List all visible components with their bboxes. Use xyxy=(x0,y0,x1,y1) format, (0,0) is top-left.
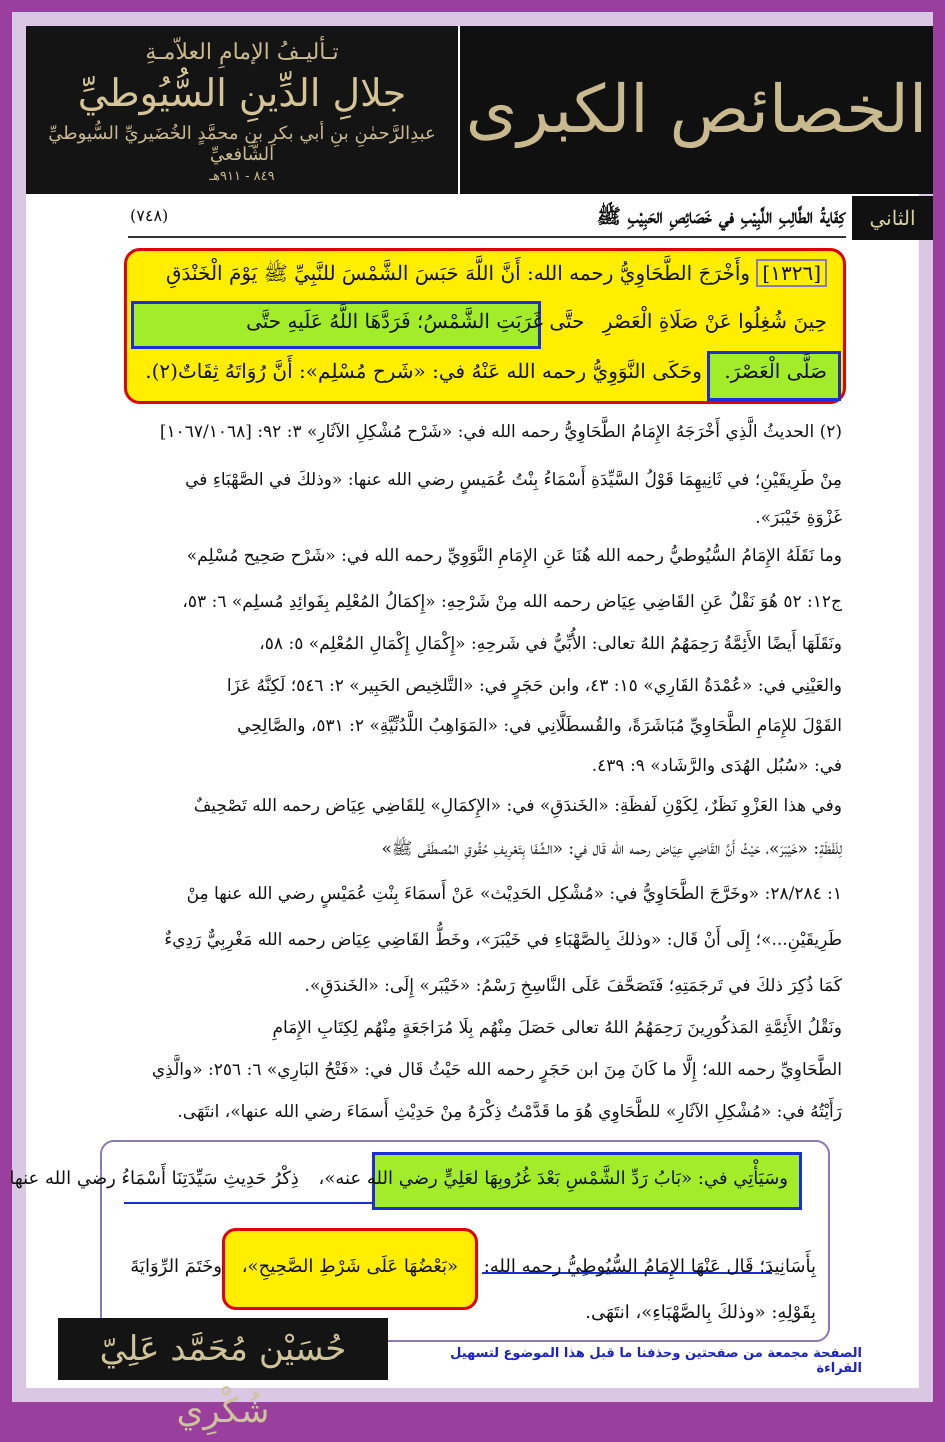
footnote-line: الطَّحَاوِيِّ رحمه الله؛ إِلَّا ما كَانَ مِنَ ابن حَجَرٍ رحمه الله حَيْثُ قَال في: «فَتْحُ البَارِي» ٦: ٢٥٦: «والَّذِي xyxy=(151,1060,842,1080)
closing-line-1 xyxy=(9,1168,788,1189)
hadith-highlight-box xyxy=(124,248,846,404)
closing-box xyxy=(9,1140,830,1342)
running-header xyxy=(130,200,845,234)
footnote-line: طَرِيقَيْنِ...»؛ إِلَى أَنْ قَال: «وذلكَ بِالصَّهْبَاءِ في خَيْبَرَ»، وخَطُّ القَاضِي عِيَاض رحمه الله مَغْرِبِيٌّ رَدِيءٌ xyxy=(164,930,842,950)
hadith-line-3 xyxy=(145,359,827,383)
footnote-line: القَوْلَ للإِمَامِ الطَّحَاوِيِّ مُبَاشَرَةً، والقُسطَلَّانِي في: «المَوَاهِبُ اللَّدُنِّيَّةِ» ٢: ٥٣١، والصَّالِحِي xyxy=(237,716,842,736)
footnote-line: وما نَقَلَهُ الإِمَامُ السُّيُوطيُّ رحمه الله هُنَا عَنِ الإِمَامِ النَّوَوِيِّ رحمه الله في: «شَرْح صَحِيح مُسْلِم» xyxy=(186,546,842,566)
page-number: (٧٤٨) xyxy=(130,206,169,225)
header-divider xyxy=(128,236,846,238)
book-title-banner: الخصائص الكبرى xyxy=(460,26,933,194)
signature: حُسَيْن مُحَمَّد عَلِيّ شُكْرِي xyxy=(58,1318,388,1380)
footnote-line: وفي هذا العَزْوِ نَظَرٌ، لِكَوْنِ لَفظَةِ: «الخَندَقِ» في: «الإِكمَالِ» لِلقَاضِي عِيَاض رحمه الله تَصْحِيفٌ xyxy=(193,796,842,816)
hadith-line-2 xyxy=(246,309,827,333)
hadith-text-1: وأَخْرَجَ الطَّحَاوِيُّ رحمه الله: أَنَّ اللَّهَ حَبَسَ الشَّمْسَ للنَّبِيِّ ﷺ يَوْمَ الْخَنْدَقِ xyxy=(165,261,751,285)
hadith-text-3b: وحَكَى النَّوَوِيُّ رحمه الله عَنْهُ في: «شَرح مُسْلِم»: أَنَّ رُوَاتَهُ ثِقَاتٌ(٢). xyxy=(145,359,702,383)
footnote-line: مِنْ طَرِيقَيْنِ؛ في ثَانِيهِمَا قَوْلُ السَّيِّدَةِ أَسْمَاءُ بِنْتُ عُمَيسٍ رضي الله عنها: «وذلكَ في الصَّهْبَاءِ في xyxy=(185,470,842,490)
hadith-text-2a: حِينَ شُغِلُوا عَنْ صَلَاةِ الْعَصْرِ xyxy=(602,309,827,333)
author-name: جلالِ الدِّينِ السُّيُوطيِّ xyxy=(77,71,407,115)
closing-text-2c: وخَتَمَ الرِّوَايَةَ xyxy=(130,1256,223,1277)
hadith-text-2b: حتَّى غَرَبَتِ الشَّمْسُ؛ فَرَدَّهَا اللَّهُ عَلَيهِ حتَّى xyxy=(246,309,585,333)
author-banner xyxy=(26,26,458,194)
closing-text-1b: ذِكْرُ حَدِيثِ سَيِّدَتِنَا أَسْمَاءُ رضي الله عنها xyxy=(9,1168,299,1189)
author-dates: ٨٤٩ - ٩١١هـ xyxy=(209,169,275,184)
footnote-line: لِلَفْظَةِ: «خَيْبَرَ»، حَيْثُ أَنَّ القَاضِي عِيَاض رحمه الله قَال في: «الشِّفَا بِتَعْرِيفِ حُقُوقِ المُصطَفَى ﷺ» xyxy=(381,839,842,859)
footnote-line: غَزْوَةِ خَيْبَرَ». xyxy=(755,508,842,528)
footnote-line: ونَقَلَهَا أَيضًا الأَئِمَّةُ رَحِمَهُمُ اللهُ تعالى: الأُبِّيُّ في شَرحِهِ: «إِكْمَالِ إِكْمَالِ المُعْلِم» ٥: ٥٨، xyxy=(259,634,842,654)
footnote-line: والعَيْنِي في: «عُمْدَةُ القَارِي» ١٥: ٤٣، وابن حَجَرٍ في: «التَّلخِيص الحَبِير» ٢: ٥٤٦؛ لَكِنَّهُ عَزَا xyxy=(226,676,842,696)
footnote-line: في: «سُبُل الهُدَى والرَّشَاد» ٩: ٤٣٩. xyxy=(591,756,842,776)
closing-line-2 xyxy=(130,1256,816,1277)
running-title: كِفَايةُ الطَّالِبِ اللَّبِيْبِ في خَصَائِصِ الحَبِيْبِ ﷺ xyxy=(596,204,845,228)
closing-text-2b: «بَعْضُهَا عَلَى شَرْطِ الصَّحِيحِ»، xyxy=(241,1256,458,1277)
footnote-line: ج١٢: ٥٢ هُوَ نَقْلٌ عَنِ القَاضِي عِيَاض رحمه الله مِنْ شَرْحِهِ: «إِكمَالُ المُعْلِم بِفَوائِدِ مُسلِم» ٦: ٥٣، xyxy=(182,592,842,612)
editor-note: الصفحة مجمعة من صفحتين وحذفنا ما قبل هذا الموضوع لتسهيل القراءة xyxy=(450,1346,862,1376)
footnote-line: كَمَا ذُكِرَ ذلكَ في تَرجَمَتِهِ؛ فَتَصَحَّفَ عَلَى النَّاسِخِ رَسْمُ: «خَيْبَر» إِلَى: «الخَندَقِ». xyxy=(304,976,842,996)
underline-1 xyxy=(124,1202,374,1204)
volume-label: الثاني xyxy=(852,196,933,240)
hadith-number: [١٣٢٦] xyxy=(756,259,827,287)
author-intro: تـأليـفُ الإمامِ العلاّمـةِ xyxy=(145,40,339,65)
closing-text-1a: وسَيَأْتِي في: «بَابُ رَدِّ الشَّمْسِ بَعْدَ غُرُوبِهَا لعَلِيٍّ رضي الله عنه»، xyxy=(318,1168,788,1189)
closing-text-2a: بِأَسَانِيدَ؛ قَال عَنْهَا الإِمَامُ السُّيُوطِيُّ رحمه الله: xyxy=(483,1256,816,1277)
closing-line-3: بِقَوْلِهِ: «وذلكَ بِالصَّهْبَاءِ»، انتَهَى. xyxy=(585,1302,816,1323)
footnote-line: ونَقْلُ الأَئِمَّةِ المَذكُورِينَ رَحِمَهُمُ اللهُ تعالى حَصَلَ مِنْهُم بِلَا مُرَاجَعَةٍ مِنْهُم لِكِتَابِ الإِمَامِ xyxy=(272,1018,842,1038)
footnote-line: ١: ٢٨/٢٨٤: «وخَرَّجَ الطَّحَاوِيُّ في: «مُشْكِل الحَدِيْث» عَنْ أَسمَاءَ بِنْتِ عُمَيْسٍ رضي الله عنها مِنْ xyxy=(186,884,842,904)
hadith-text-3a: صَلَّى الْعَصْرَ. xyxy=(724,359,827,383)
footnote-line: (٢) الحديثُ الَّذِي أَخْرَجَهُ الإِمَامُ الطَّحَاوِيُّ رحمه الله في: «شَرْح مُشْكِلِ الآثَارِ» ٣: ٩٢: [١٠٦٧/١٠٦٨] xyxy=(159,422,842,442)
footnote-line: رَأَيْتُهُ في: «مُشْكِلِ الآثَارِ» للطَّحَاوِي هُوَ ما قَدَّمْتُ ذِكْرَهُ مِنْ حَدِيْثِ أَسمَاءَ رضي الله عنها»، انتَهَى. xyxy=(177,1102,842,1122)
hadith-line-1 xyxy=(166,261,827,290)
author-fullname: عبدِالرَّحمٰنِ بنِ أبي بكرِ بنِ محمَّدٍ الخُضَيريِّ السُّيوطيِّ الشَّافعيِّ xyxy=(48,123,436,165)
